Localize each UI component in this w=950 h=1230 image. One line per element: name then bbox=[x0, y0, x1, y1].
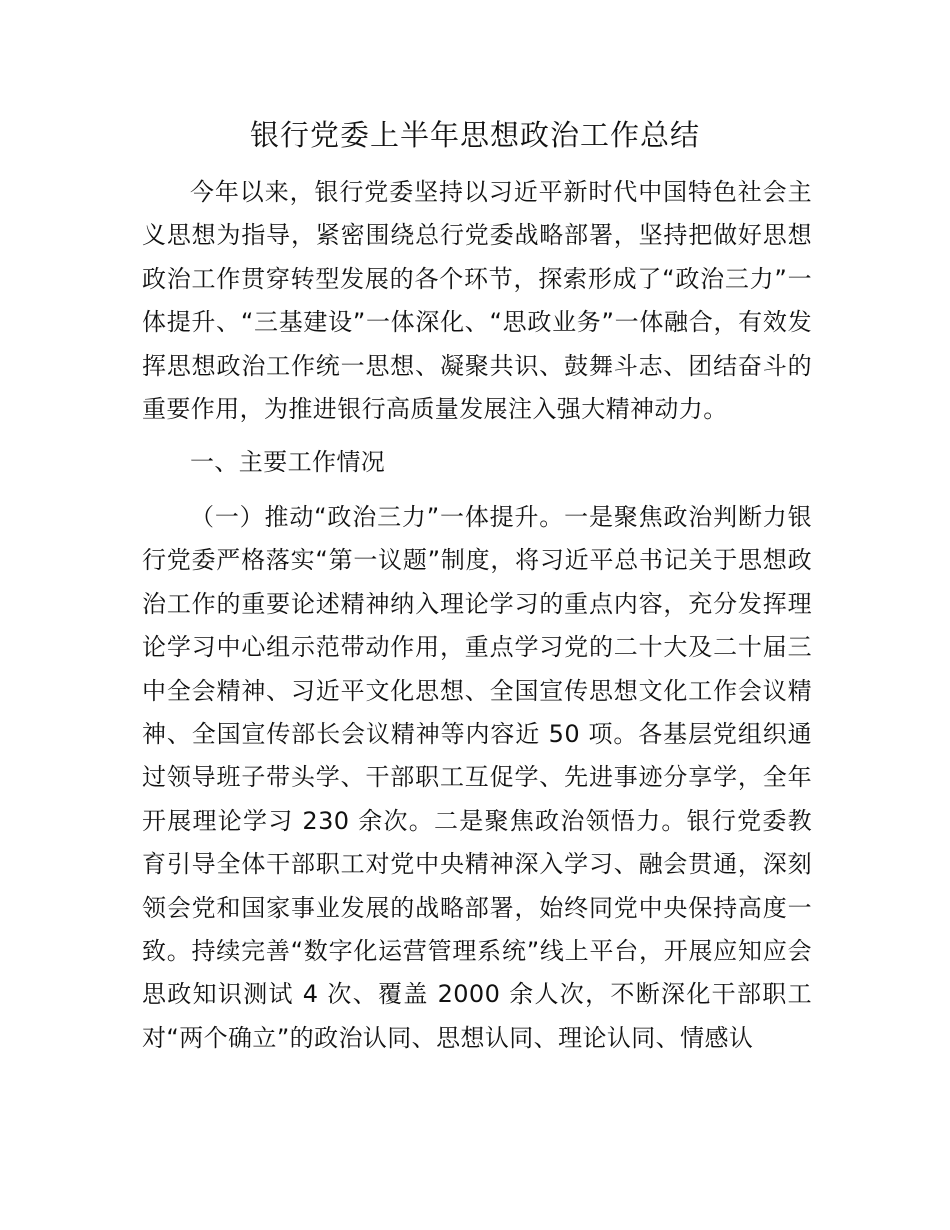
intro-paragraph: 今年以来，银行党委坚持以习近平新时代中国特色社会主义思想为指导，紧密围绕总行党委战略部署，坚持把做好思想政治工作贯穿转型发展的各个环节，探索形成了“政治三力”一体提升、“三基建设”一体深化、“思政业务”一体融合，有效发挥思想政治工作统一思想、凝聚共识、鼓舞斗志、团结奋斗的重要作用，为推进银行高质量发展注入强大精神动力。 bbox=[142, 178, 812, 424]
document-title: 银行党委上半年思想政治工作总结 bbox=[249, 118, 700, 152]
section-heading: 一、主要工作情况 bbox=[190, 448, 386, 476]
section-1-paragraph: （一）推动“政治三力”一体提升。一是聚焦政治判断力银行党委严格落实“第一议题”制度，将习近平总书记关于思想政治工作的重要论述精神纳入理论学习的重点内容，充分发挥理论学习中心组示范带动作用，重点学习党的二十大及二十届三中全会精神、习近平文化思想、全国宣传思想文化工作会议精神、全国宣传部长会议精神等内容近 50 项。各基层党组织通过领导班子带头学、干部职工互促学、先进事迹分享学，全年开展理论学习 230 余次。二是聚焦政治领悟力。银行党委教育引导全体干部职工对党中央精神深入学习、融会贯通，深刻领会党和国家事业发展的战略部署，始终同党中央保持高度一致。持续完善“数字化运营管理系统”线上平台，开展应知应会思政知识测试 4 次、覆盖 2000 余人次，不断深化干部职工对“两个确立”的政治认同、思想认同、理论认同、情感认 bbox=[142, 503, 812, 1052]
